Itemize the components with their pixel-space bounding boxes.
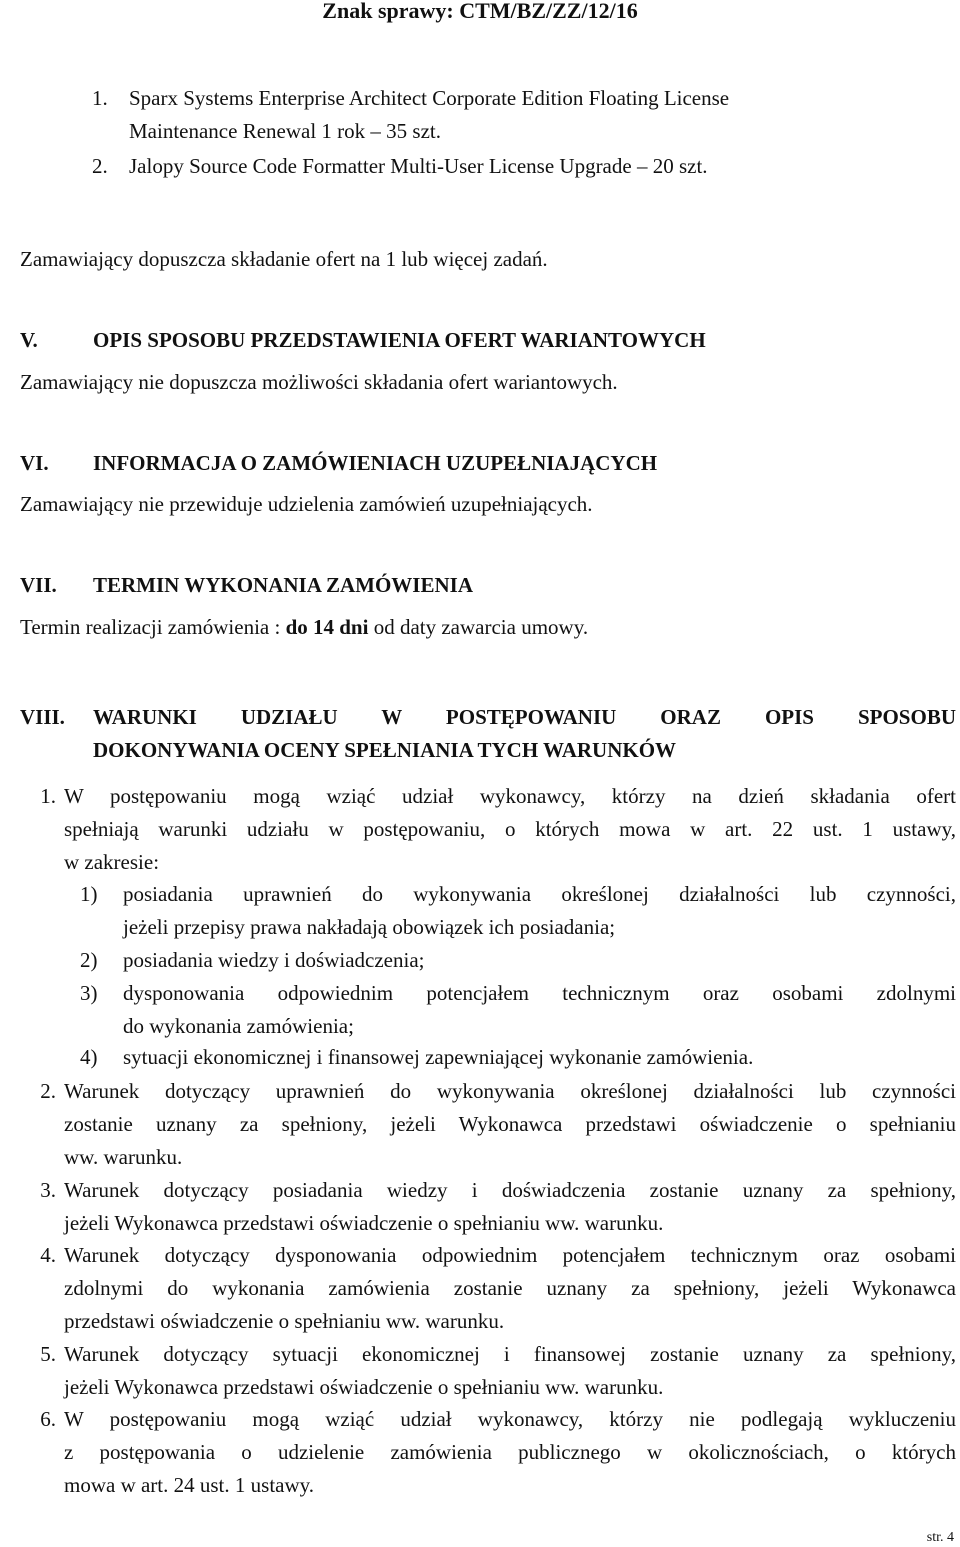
condition-number: 3. (40, 1178, 56, 1202)
condition-line: w zakresie: (64, 850, 160, 874)
list-item-line: Maintenance Renewal 1 rok – 35 szt. (129, 119, 441, 143)
condition-text (64, 1075, 956, 1174)
section-title-line: WARUNKI UDZIAŁU W POSTĘPOWANIU ORAZ OPIS SPOSOBU (93, 705, 956, 729)
condition-number: 2. (40, 1079, 56, 1103)
term-prefix: Termin realizacji zamówienia : (20, 615, 286, 639)
section-number: V. (20, 328, 38, 352)
sub-condition-line: dysponowania odpowiednim potencjałem technicznym oraz osobami zdolnymi (123, 981, 956, 1005)
condition-number: 4. (40, 1243, 56, 1267)
condition-line: spełniają warunki udziału w postępowaniu, o których mowa w art. 22 ust. 1 ustawy, (64, 817, 956, 841)
sub-condition-line: jeżeli przepisy prawa nakładają obowiązek ich posiadania; (123, 915, 616, 939)
section-vi-body: Zamawiający nie przewiduje udzielenia zamówień uzupełniających. (20, 492, 593, 516)
list-item-text (129, 150, 869, 183)
condition-number: 1. (40, 784, 56, 808)
condition-line: zdolnymi do wykonania zamówienia zostanie uznany za spełniony, jeżeli Wykonawca (64, 1276, 956, 1300)
condition-text (64, 780, 956, 879)
condition-number: 5. (40, 1342, 56, 1366)
sub-condition-number: 3) (80, 981, 98, 1005)
section-vii-body (20, 611, 940, 644)
section-title-line: DOKONYWANIA OCENY SPEŁNIANIA TYCH WARUNKÓW (93, 738, 677, 762)
condition-text (64, 1338, 956, 1404)
sub-condition-text (123, 977, 956, 1043)
condition-number: 6. (40, 1407, 56, 1431)
sub-condition-number: 2) (80, 948, 98, 972)
sub-condition-line: do wykonania zamówienia; (123, 1014, 354, 1038)
section-title: TERMIN WYKONANIA ZAMÓWIENIA (93, 573, 473, 597)
condition-line: przedstawi oświadczenie o spełnianiu ww. warunku. (64, 1309, 505, 1333)
sub-condition-text (123, 878, 956, 944)
sub-condition-number: 1) (80, 882, 98, 906)
condition-text (64, 1403, 956, 1502)
condition-line: Warunek dotyczący posiadania wiedzy i doświadczenia zostanie uznany za spełniony, (64, 1178, 956, 1202)
section-title (93, 701, 956, 767)
condition-line: W postępowaniu mogą wziąć udział wykonawcy, którzy nie podlegają wykluczeniu (64, 1407, 956, 1431)
list-item-number: 2. (92, 154, 108, 178)
page-number: str. 4 (926, 1530, 954, 1545)
section-title: OPIS SPOSOBU PRZEDSTAWIENIA OFERT WARIANTOWYCH (93, 328, 706, 352)
term-suffix: od daty zawarcia umowy. (368, 615, 589, 639)
condition-line: Warunek dotyczący sytuacji ekonomicznej i finansowej zostanie uznany za spełniony, (64, 1342, 956, 1366)
section-number: VI. (20, 451, 49, 475)
condition-line: W postępowaniu mogą wziąć udział wykonawcy, którzy na dzień składania ofert (64, 784, 956, 808)
condition-line: zostanie uznany za spełniony, jeżeli Wykonawca przedstawi oświadczenie o spełnianiu (64, 1112, 956, 1136)
case-number-header: Znak sprawy: CTM/BZ/ZZ/12/16 (322, 0, 638, 23)
sub-condition-line: posiadania wiedzy i doświadczenia; (123, 948, 425, 972)
condition-line: jeżeli Wykonawca przedstawi oświadczenie o spełnianiu ww. warunku. (64, 1375, 664, 1399)
sub-condition-text (123, 944, 956, 977)
sub-condition-line: posiadania uprawnień do wykonywania określonej działalności lub czynności, (123, 882, 956, 906)
list-item-text (129, 82, 869, 148)
sub-condition-line: sytuacji ekonomicznej i finansowej zapewniającej wykonanie zamówienia. (123, 1045, 754, 1069)
term-bold: do 14 dni (285, 615, 369, 639)
list-item-number: 1. (92, 86, 108, 110)
sub-condition-text (123, 1041, 956, 1074)
section-number: VII. (20, 573, 57, 597)
section-title: INFORMACJA O ZAMÓWIENIACH UZUPEŁNIAJĄCYCH (93, 451, 658, 475)
section-v-body: Zamawiający nie dopuszcza możliwości składania ofert wariantowych. (20, 370, 618, 394)
condition-line: mowa w art. 24 ust. 1 ustawy. (64, 1473, 315, 1497)
sub-condition-number: 4) (80, 1045, 98, 1069)
section-number: VIII. (20, 705, 65, 729)
condition-line: ww. warunku. (64, 1145, 183, 1169)
condition-text (64, 1174, 956, 1240)
multi-offer-paragraph: Zamawiający dopuszcza składanie ofert na 1 lub więcej zadań. (20, 247, 548, 271)
list-item-line: Jalopy Source Code Formatter Multi-User License Upgrade – 20 szt. (129, 154, 708, 178)
condition-line: jeżeli Wykonawca przedstawi oświadczenie o spełnianiu ww. warunku. (64, 1211, 664, 1235)
condition-line: Warunek dotyczący uprawnień do wykonywania określonej działalności lub czynności (64, 1079, 956, 1103)
condition-line: Warunek dotyczący dysponowania odpowiednim potencjałem technicznym oraz osobami (64, 1243, 956, 1267)
condition-text (64, 1239, 956, 1338)
list-item-line: Sparx Systems Enterprise Architect Corporate Edition Floating License (129, 86, 730, 110)
condition-line: z postępowania o udzielenie zamówienia publicznego w okolicznościach, o których (64, 1440, 956, 1464)
